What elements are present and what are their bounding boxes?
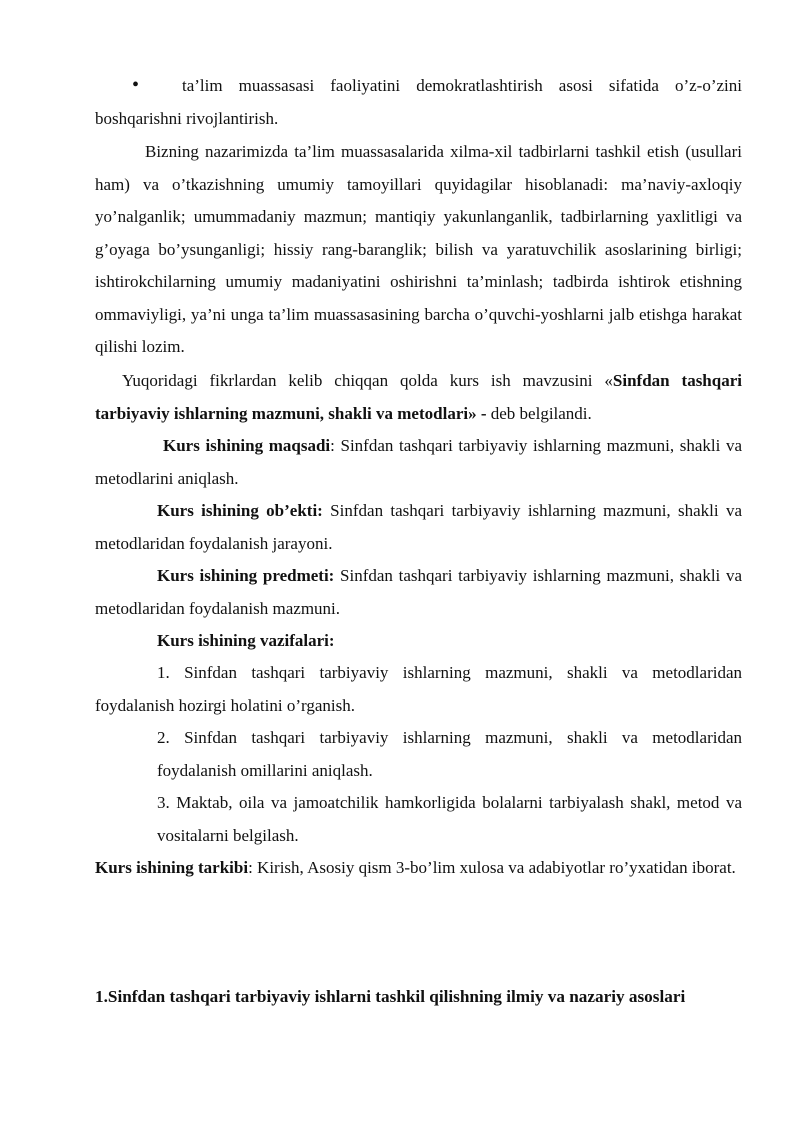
object-label: Kurs ishining ob’ekti: bbox=[157, 501, 323, 520]
paragraph-structure: Kurs ishining tarkibi: Kirish, Asosiy qism 3-bo’lim xulosa va adabiyotlar ro’yxatidan iborat. bbox=[95, 858, 736, 877]
paragraph-subject: Kurs ishining predmeti: Sinfdan tashqari tarbiyaviy ishlarning mazmuni, shakli va metodlaridan foydalanish mazmuni. bbox=[95, 566, 743, 618]
topic-title: Sinfdan tashqari tarbiyaviy ishlarning mazmuni, shakli va metodlari» - bbox=[95, 371, 742, 423]
task-item-1: 1. Sinfdan tashqari tarbiyaviy ishlarning mazmuni, shakli va metodlaridan foydalanish hozirgi holatini o’rganish. bbox=[95, 663, 742, 715]
goal-label: Kurs ishining maqsadi bbox=[163, 436, 331, 455]
bullet-paragraph: ta’lim muassasasi faoliyatini demokratlashtirish asosi sifatida o’z-o’zini boshqarishni rivojlantirish. bbox=[95, 76, 742, 128]
structure-label: Kurs ishining tarkibi bbox=[95, 858, 249, 877]
task-item-2: 2. Sinfdan tashqari tarbiyaviy ishlarning mazmuni, shakli va metodlaridan foydalanish omillarini aniqlash. bbox=[157, 728, 742, 780]
paragraph-goal: Kurs ishining maqsadi: Sinfdan tashqari tarbiyaviy ishlarning mazmuni, shakli va metodlarini aniqlash. bbox=[95, 436, 742, 488]
paragraph-principles: Bizning nazarimizda ta’lim muassasalarida xilma-xil tadbirlarni tashkil etish (usullari ham) va o’tkazishning umumiy tamoyillari quyidagilar hisoblanadi: ma’naviy-axloqiy yo’nalganlik; umummadaniy mazmun; mantiqiy yakunlanganlik, tadbirlarning yaxlitligi va g’oyaga bo’ysunganligi; hissiy rang-baranglik; bilish va yaratuvchilik asoslarining birligi; ishtirokchilarning umumiy madaniyatini oshirishni ta’minlash; tadbirda ishtirok etishning ommaviyligi, ya’ni unga ta’lim muassasasining barcha o’quvchi-yoshlarni jalb etishga harakat qilishi lozim. bbox=[95, 142, 742, 356]
paragraph-topic: Yuqoridagi fikrlardan kelib chiqqan qolda kurs ish mavzusini «Sinfdan tashqari tarbiyaviy ishlarning mazmuni, shakli va metodlari» - deb belgilandi. bbox=[95, 371, 742, 423]
section-heading: 1.Sinfdan tashqari tarbiyaviy ishlarni tashkil qilishning ilmiy va nazariy asoslari bbox=[95, 987, 686, 1006]
subject-label: Kurs ishining predmeti: bbox=[157, 566, 335, 585]
tasks-heading: Kurs ishining vazifalari: bbox=[157, 631, 335, 650]
task-item-3: 3. Maktab, oila va jamoatchilik hamkorligida bolalarni tarbiyalash shakl, metod va vositalarni belgilash. bbox=[157, 793, 742, 845]
bullet-marker: • bbox=[132, 74, 140, 96]
paragraph-object: Kurs ishining ob’ekti: Sinfdan tashqari tarbiyaviy ishlarning mazmuni, shakli va metodlaridan foydalanish jarayoni. bbox=[95, 501, 743, 553]
